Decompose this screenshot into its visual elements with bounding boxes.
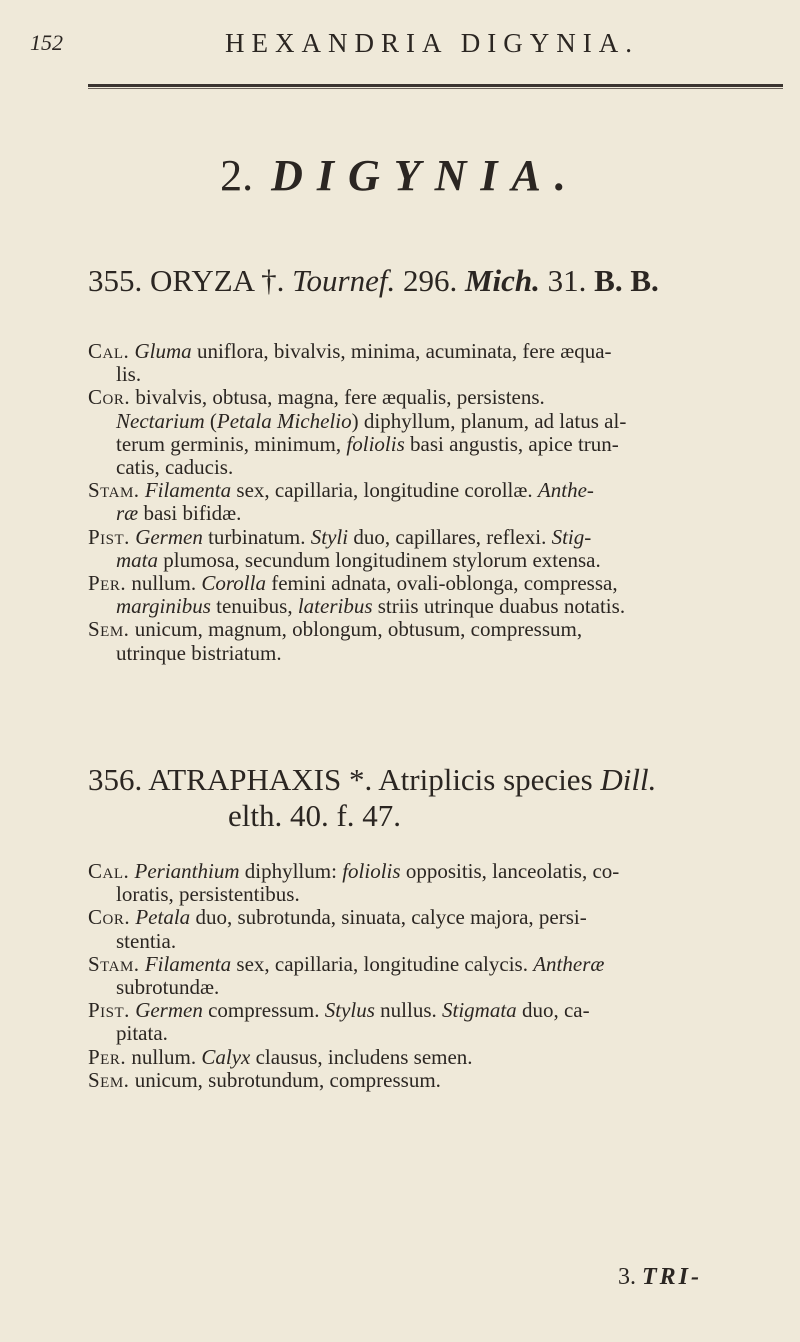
text-run: Stylus [324,998,375,1023]
entry-heading-oryza [88,263,659,299]
text-run: pitata. [116,1021,168,1046]
text-run: Petala [135,905,191,930]
text-line [88,595,788,618]
text-run: basi bifidæ. [138,501,242,526]
entry-heading-line: elth. 40. f. 47. [228,798,402,833]
text-run: Pist. [88,524,130,549]
text-run: Germen [135,524,203,549]
text-line [88,860,788,883]
text-run: Pist. [88,998,130,1023]
text-run: Corolla [201,571,266,596]
text-run: striis utrinque duabus notatis. [372,594,626,619]
text-line [88,930,788,953]
reference-author: Tournef. [292,263,396,298]
text-line [88,1046,788,1069]
text-run: Germen [135,998,203,1023]
text-run: Perianthium [134,859,240,883]
running-head: HEXANDRIA DIGYNIA. [225,28,639,58]
text-run: ) diphyllum, planum, ad latus al- [351,408,627,433]
text-run: Sem. [88,1067,130,1092]
text-run: Antheræ [533,951,605,976]
reference-author: B. B. [594,263,659,298]
text-run: femini adnata, ovali-oblonga, compressa, [265,571,618,596]
text-line [88,386,788,409]
text-line [88,456,788,479]
text-run: bivalvis, obtusa, magna, fere æqualis, persistens. [130,385,545,410]
text-line [88,479,788,502]
text-line [88,642,788,665]
entry-heading-atraphaxis [88,762,656,834]
catchword [618,1264,702,1291]
text-run: diphyllum: [239,859,343,883]
text-run: Cal. [88,859,130,883]
text-run: catis, caducis. [116,455,234,480]
reference-author: Dill. [600,762,657,797]
text-run: compressum. [202,998,325,1023]
text-run: Cor. [88,905,131,930]
text-run: duo, capillares, reflexi. [348,524,552,549]
text-line [88,340,788,363]
entry-number: 355. [88,263,143,298]
text-run: foliolis [346,431,405,456]
text-line [88,572,788,595]
text-line [88,953,788,976]
text-line [88,410,788,433]
text-run: lis. [116,362,142,387]
reference-author: Mich. [464,263,540,298]
text-line [88,976,788,999]
genus-name: ORYZA [150,263,254,298]
text-run: Anthe- [537,478,594,503]
entry-description-atraphaxis [88,860,788,1092]
text-run: nullum. [126,571,202,596]
text-run: Nectarium [116,408,205,433]
text-run: turbinatum. [202,524,311,549]
text-run: Per. [88,1044,127,1069]
text-line [88,883,788,906]
text-run: terum germinis, minimum, [116,431,347,456]
reference-number: 31. [547,263,587,298]
text-run: Styli [310,524,349,549]
text-run: Gluma [134,339,192,363]
text-run: sex, capillaria, longitudine corollæ. [231,478,538,503]
text-run: unicum, magnum, oblongum, obtusum, compressum, [129,617,583,642]
text-run: nullum. [126,1044,202,1069]
text-run: oppositis, lanceolatis, co- [400,859,620,883]
text-run: marginibus [116,594,211,619]
text-line [88,433,788,456]
genus-name: ATRAPHAXIS [148,762,342,797]
text-line [88,618,788,641]
text-run: Sem. [88,617,130,642]
text-run: duo, subrotunda, sinuata, calyce majora, persi- [190,905,587,930]
text-line [88,526,788,549]
text-run: Filamenta [144,951,232,976]
text-run: unicum, subrotundum, compressum. [129,1067,441,1092]
text-run: stentia. [116,928,177,953]
page-number: 152 [30,30,63,55]
text-run: loratis, persistentibus. [116,882,300,907]
header-rule-thin [88,88,783,89]
text-run: mata [116,547,158,572]
text-run: Stigmata [442,998,517,1023]
text-run: sex, capillaria, longitudine calycis. [231,951,534,976]
section-title: DIGYNIA. [271,151,580,200]
catchword-text: TRI- [642,1264,702,1290]
text-run: Filamenta [144,478,232,503]
entry-mark: *. [348,762,373,797]
text-run: Cal. [88,339,130,363]
text-run: duo, ca- [516,998,590,1023]
text-run: utrinque bistriatum. [116,640,282,665]
text-line [88,1069,788,1092]
text-run: Stam. [88,478,140,503]
text-run: lateribus [297,594,373,619]
entry-heading-line [88,762,656,798]
text-run: ræ [116,501,139,526]
genus-description: Atriplicis species [378,762,593,797]
entry-description-oryza [88,340,788,665]
text-run: plumosa, secundum longitudinem stylorum extensa. [158,547,601,572]
text-run: tenuibus, [210,594,298,619]
text-line [88,999,788,1022]
text-line [88,1022,788,1045]
header-rule [88,84,783,87]
text-line [88,502,788,525]
text-line [88,549,788,572]
text-line [88,906,788,929]
text-run: Per. [88,571,127,596]
text-line [88,363,788,386]
text-run: Stam. [88,951,140,976]
text-run: basi angustis, apice trun- [404,431,619,456]
text-run: Petala Michelio [216,408,352,433]
text-run: Calyx [201,1044,251,1069]
text-run: ( [204,408,217,433]
text-run: Cor. [88,385,131,410]
text-run: nullus. [374,998,443,1023]
text-run: subrotundæ. [116,975,220,1000]
text-run: Stig- [551,524,592,549]
catchword-number: 3. [618,1264,636,1290]
section-heading [0,150,800,201]
entry-number: 356. [88,762,143,797]
reference-number: 296. [402,263,458,298]
entry-mark: †. [261,263,285,298]
text-run: clausus, includens semen. [250,1044,473,1069]
section-number: 2. [220,151,254,200]
text-run: uniflora, bivalvis, minima, acuminata, fere æqua- [191,339,612,363]
text-run: foliolis [342,859,401,883]
